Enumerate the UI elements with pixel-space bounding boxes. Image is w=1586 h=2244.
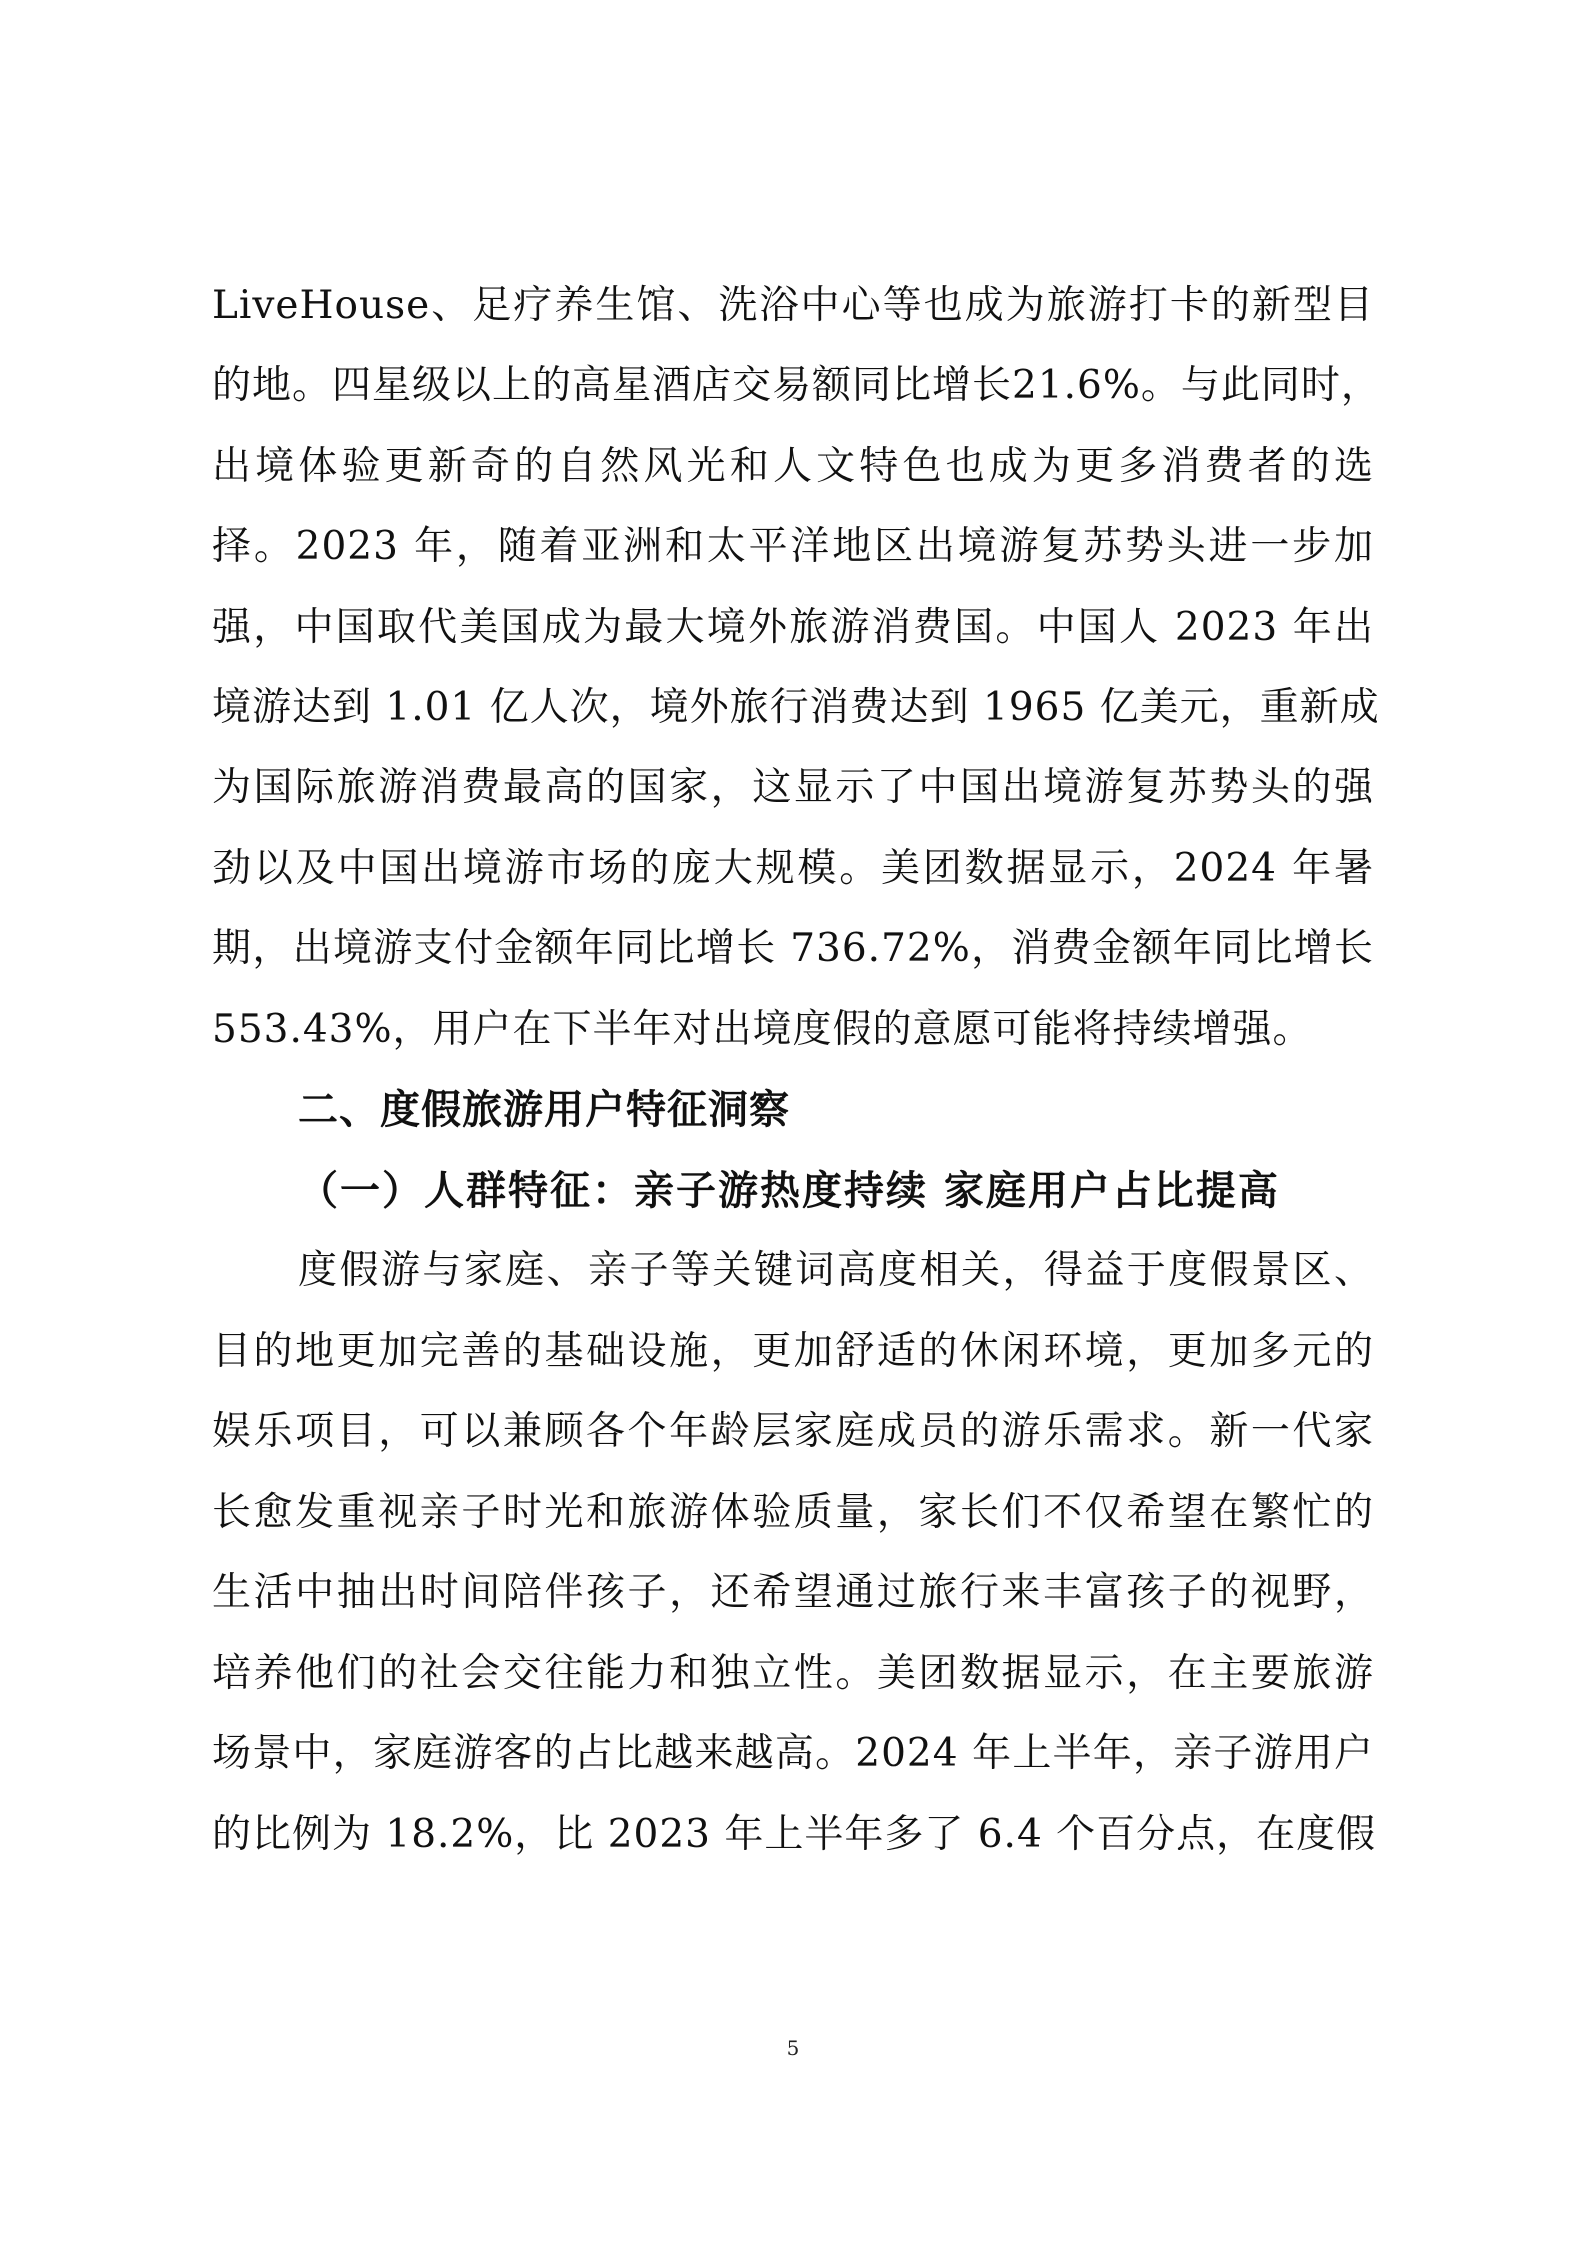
paragraph-line: 境游达到 1.01 亿人次，境外旅行消费达到 1965 亿美元，重新成 [212, 685, 1380, 730]
paragraph-line: 目的地更加完善的基础设施，更加舒适的休闲环境，更加多元的 [212, 1329, 1374, 1374]
paragraph-line: 为国际旅游消费最高的国家，这显示了中国出境游复苏势头的强 [212, 765, 1374, 810]
paragraph-line: 期，出境游支付金额年同比增长 736.72%，消费金额年同比增长 [212, 926, 1374, 971]
paragraph-line: 的地。四星级以上的高星酒店交易额同比增长21.6%。与此同时， [212, 363, 1381, 408]
page-number: 5 [786, 2036, 800, 2060]
paragraph-line: 强，中国取代美国成为最大境外旅游消费国。中国人 2023 年出 [212, 605, 1374, 650]
paragraph-line: 培养他们的社会交往能力和独立性。美团数据显示，在主要旅游 [212, 1651, 1374, 1696]
paragraph-line: 场景中，家庭游客的占比越来越高。2024 年上半年，亲子游用户 [212, 1731, 1374, 1776]
paragraph-line: 择。2023 年，随着亚洲和太平洋地区出境游复苏势头进一步加 [212, 524, 1374, 569]
paragraph-line: 长愈发重视亲子时光和旅游体验质量，家长们不仅希望在繁忙的 [212, 1490, 1374, 1535]
paragraph-line: 劲以及中国出境游市场的庞大规模。美团数据显示，2024 年暑 [212, 846, 1374, 891]
paragraph-line: 出境体验更新奇的自然风光和人文特色也成为更多消费者的选 [212, 444, 1374, 489]
subsection-heading: （一）人群特征：亲子游热度持续 家庭用户占比提高 [298, 1167, 1280, 1214]
paragraph-line: 553.43%，用户在下半年对出境度假的意愿可能将持续增强。 [212, 1007, 1313, 1052]
paragraph-line: 生活中抽出时间陪伴孩子，还希望通过旅行来丰富孩子的视野， [212, 1570, 1374, 1615]
paragraph-line: 的比例为 18.2%，比 2023 年上半年多了 6.4 个百分点，在度假 [212, 1812, 1377, 1857]
paragraph-line: 娱乐项目，可以兼顾各个年龄层家庭成员的游乐需求。新一代家 [212, 1409, 1374, 1454]
section-heading: 二、度假旅游用户特征洞察 [298, 1087, 790, 1133]
paragraph-line: 度假游与家庭、亲子等关键词高度相关，得益于度假景区、 [298, 1248, 1374, 1293]
paragraph-line: LiveHouse、足疗养生馆、洗浴中心等也成为旅游打卡的新型目 [212, 283, 1374, 328]
